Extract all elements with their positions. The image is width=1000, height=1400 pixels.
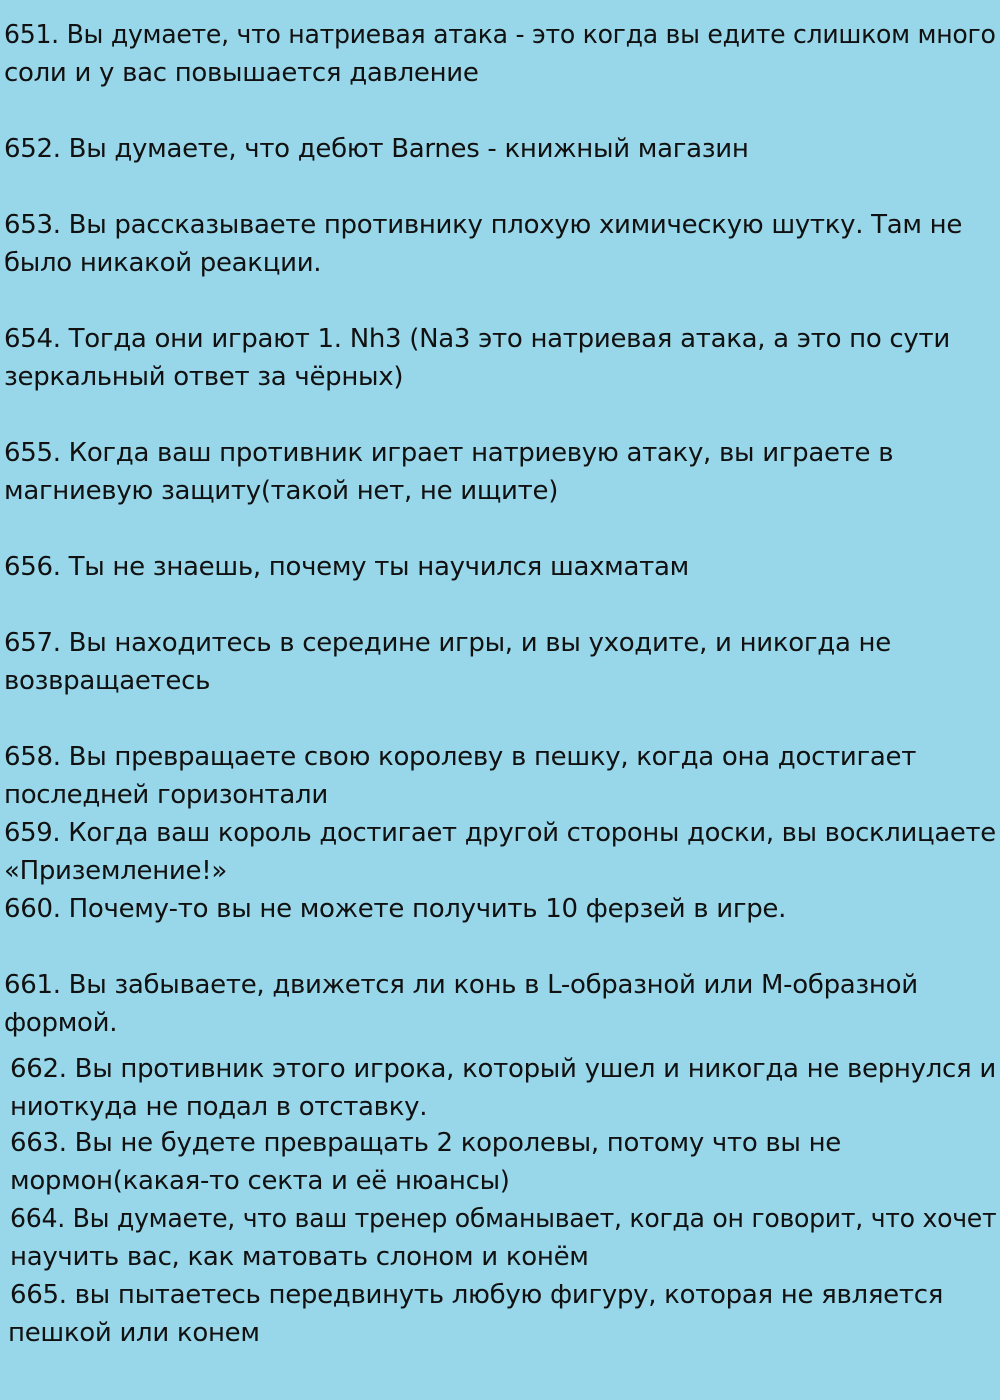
text-line: магниевую защиту(такой нет, не ищите) [4,476,559,506]
text-line: 657. Вы находитесь в середине игры, и вы уходите, и никогда не [4,628,891,658]
text-line: 656. Ты не знаешь, почему ты научился шахматам [4,552,689,582]
text-line: 665. вы пытаетесь передвинуть любую фигуру, которая не является [10,1280,944,1310]
text-line: 655. Когда ваш противник играет натриевую атаку, вы играете в [4,438,894,468]
text-line: 654. Тогда они играют 1. Nh3 (Na3 это натриевая атака, а это по сути [4,324,950,354]
text-line: 662. Вы противник этого игрока, который ушел и никогда не вернулся и [10,1054,996,1084]
text-line: 653. Вы рассказываете противнику плохую химическую шутку. Там не [4,210,963,240]
text-line: последней горизонтали [4,780,328,810]
text-line: соли и у вас повышается давление [4,58,479,88]
text-line: 664. Вы думаете, что ваш тренер обманывает, когда он говорит, что хочет [10,1204,997,1234]
text-line: 651. Вы думаете, что натриевая атака - это когда вы едите слишком много [4,20,996,50]
text-line: зеркальный ответ за чёрных) [4,362,404,392]
text-line: ниоткуда не подал в отставку. [10,1092,428,1122]
text-line: «Приземление!» [4,856,227,886]
text-line: 658. Вы превращаете свою королеву в пешку, когда она достигает [4,742,917,772]
text-line: 660. Почему-то вы не можете получить 10 ферзей в игре. [4,894,787,924]
text-line: 663. Вы не будете превращать 2 королевы, потому что вы не [10,1128,841,1158]
text-line: 661. Вы забываете, движется ли конь в L-образной или M-образной [4,970,918,1000]
text-line: 659. Когда ваш король достигает другой стороны доски, вы восклицаете [4,818,996,848]
text-line: 652. Вы думаете, что дебют Barnes - книжный магазин [4,134,749,164]
text-line: возвращаетесь [4,666,211,696]
text-line: формой. [4,1008,118,1038]
text-line: было никакой реакции. [4,248,322,278]
text-line: научить вас, как матовать слоном и конём [10,1242,589,1272]
text-line: пешкой или конем [8,1318,260,1348]
text-line: мормон(какая-то секта и её нюансы) [10,1166,510,1196]
